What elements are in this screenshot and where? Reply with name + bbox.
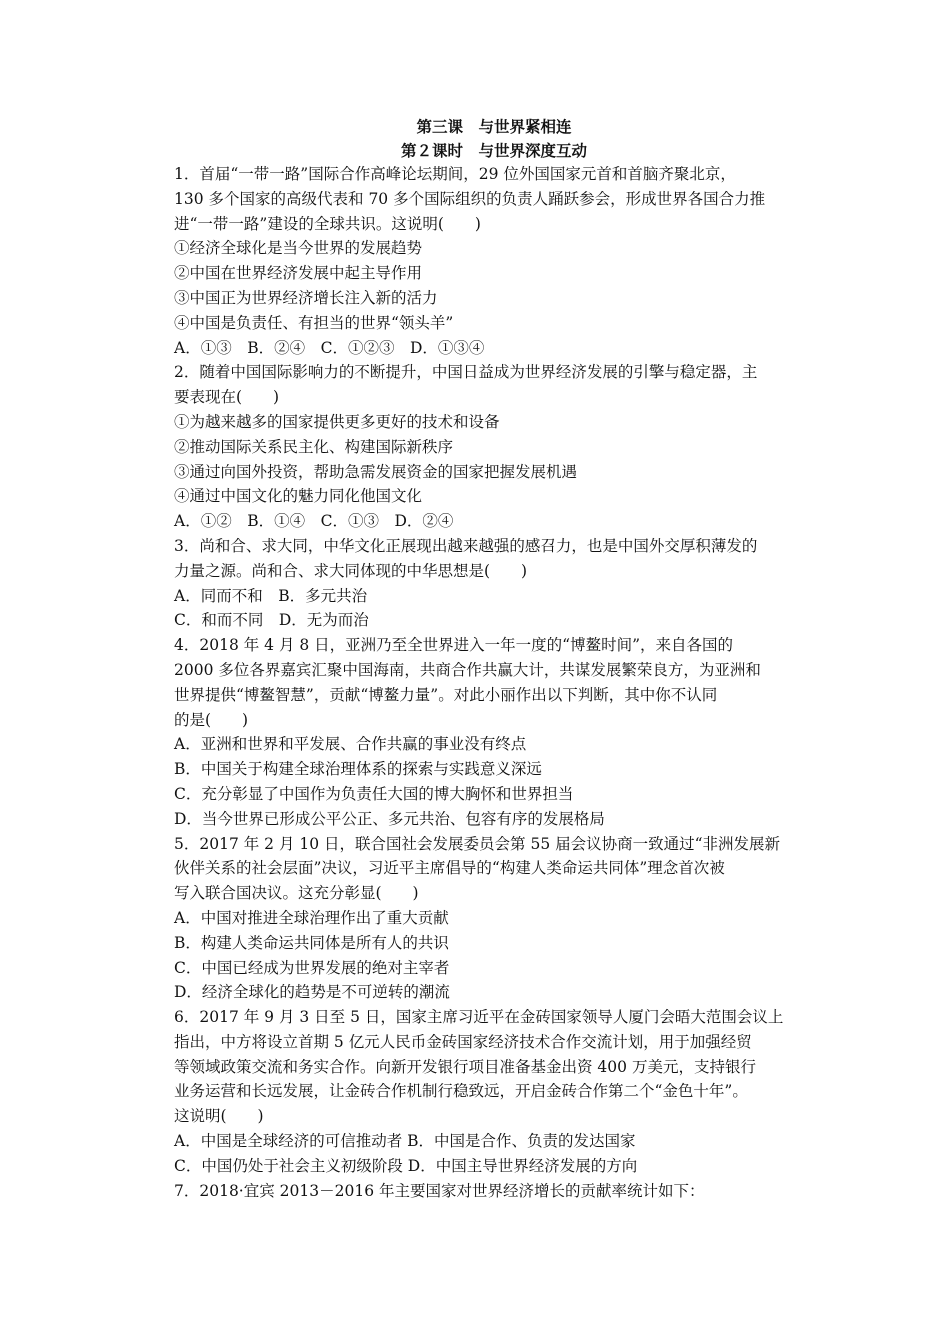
text-line: 4．2018 年 4 月 8 日，亚洲乃至全世界进入一年一度的“博鳌时间”，来自各国的 [174,636,734,655]
text-line: 力量之源。尚和合、求大同体现的中华思想是( ) [174,561,528,580]
text-line: 2．随着中国国际影响力的不断提升，中国日益成为世界经济发展的引擎与稳定器，主 [174,363,758,382]
text-line: ④中国是负责任、有担当的世界“领头羊” [174,313,454,332]
text-line: A．①② B．①④ C．①③ D．②④ [174,512,454,531]
text-line: D．当今世界已形成公平公正、多元共治、包容有序的发展格局 [174,809,605,828]
text-line: C．充分彰显了中国作为负责任大国的博大胸怀和世界担当 [174,784,574,803]
text-line: ①为越来越多的国家提供更多更好的技术和设备 [174,412,500,431]
text-line: 写入联合国决议。这充分彰显( ) [174,884,419,903]
text-line: ①经济全球化是当今世界的发展趋势 [174,239,423,258]
text-line: 6．2017 年 9 月 3 日至 5 日，国家主席习近平在金砖国家领导人厦门会晤大范围会议上 [174,1008,784,1027]
text-line: C．中国仍处于社会主义初级阶段 D．中国主导世界经济发展的方向 [174,1156,638,1175]
text-line: B．中国关于构建全球治理体系的探索与实践意义深远 [174,760,542,779]
text-line: 这说明( ) [174,1107,264,1126]
text-line: 业务运营和长远发展，让金砖合作机制行稳致远，开启金砖合作第二个“金色十年”。 [174,1082,748,1101]
text-line: 1．首届“一带一路”国际合作高峰论坛期间，29 位外国国家元首和首脑齐聚北京， [174,165,736,183]
lesson-subtitle: 第２课时 与世界深度互动 [400,141,587,160]
text-line: 130 多个国家的高级代表和 70 多个国际组织的负责人踊跃参会，形成世界各国合力推 [174,189,766,208]
text-line: ③中国正为世界经济增长注入新的活力 [174,288,438,307]
text-line: D．经济全球化的趋势是不可逆转的潮流 [174,983,450,1002]
text-line: 5．2017 年 2 月 10 日，联合国社会发展委员会第 55 届会议协商一致通过“非洲发展新 [174,834,781,853]
lesson-title: 第三课 与世界紧相连 [416,117,572,136]
text-line: C．中国已经成为世界发展的绝对主宰者 [174,958,450,977]
document-page [174,116,814,1203]
text-line: A．同而不和 B．多元共治 [174,586,368,605]
text-line: 2000 多位各界嘉宾汇聚中国海南，共商合作共赢大计，共谋发展繁荣良方，为亚洲和 [174,660,761,679]
text-line: 3．尚和合、求大同，中华文化正展现出越来越强的感召力，也是中国外交厚积薄发的 [174,536,758,555]
text-line: ②推动国际关系民主化、构建国际新秩序 [174,437,454,456]
text-line: A．亚洲和世界和平发展、合作共赢的事业没有终点 [174,735,527,754]
text-line: 伙伴关系的社会层面”决议，习近平主席倡导的“构建人类命运共同体”理念首次被 [174,859,725,878]
text-line: 的是( ) [174,710,249,729]
text-line: ②中国在世界经济发展中起主导作用 [174,264,423,283]
text-line: 指出，中方将设立首期 5 亿元人民币金砖国家经济技术合作交流计划，用于加强经贸 [174,1032,752,1051]
text-line: 要表现在( ) [174,388,280,407]
text-line: 进“一带一路”建设的全球共识。这说明( ) [174,214,481,233]
text-line: A．中国是全球经济的可信推动者 B．中国是合作、负责的发达国家 [174,1132,636,1151]
text-line: B．构建人类命运共同体是所有人的共识 [174,933,449,952]
text-line: A．中国对推进全球治理作出了重大贡献 [174,908,449,927]
text-line: 7．2018·宜宾 2013－2016 年主要国家对世界经济增长的贡献率统计如下： [174,1181,705,1200]
text-line: 世界提供“博鳌智慧”，贡献“博鳌力量”。对此小丽作出以下判断，其中你不认同 [174,685,718,704]
text-line: C．和而不同 D．无为而治 [174,611,369,630]
text-line: ④通过中国文化的魅力同化他国文化 [174,487,423,506]
text-line: ③通过向国外投资，帮助急需发展资金的国家把握发展机遇 [174,462,578,481]
question-body [174,162,814,1203]
text-line: A．①③ B．②④ C．①②③ D．①③④ [174,338,485,357]
text-line: 等领域政策交流和务实合作。向新开发银行项目准备基金出资 400 万美元，支持银行 [174,1057,756,1076]
